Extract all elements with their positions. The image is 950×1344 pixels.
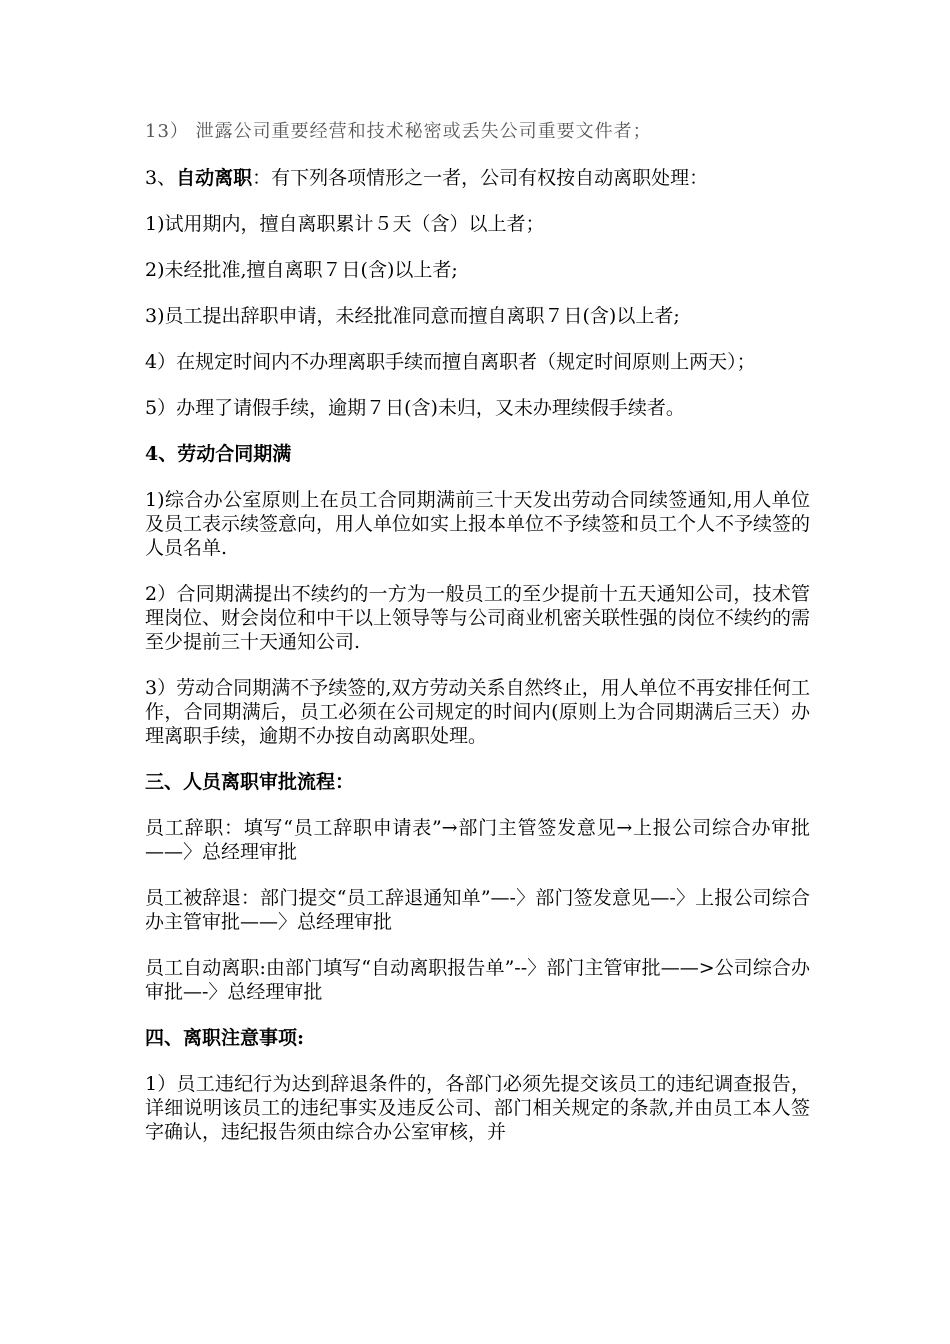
notes-item-1: 1）员工违纪行为达到辞退条件的，各部门必须先提交该员工的违纪调查报告，详细说明该员工的违纪事实及违反公司、部门相关规定的条款,并由员工本人签字确认，违纪报告须由综合办公室审核，并 xyxy=(145,1073,810,1143)
auto-resign-item-4: 4）在规定时间内不办理离职手续而擅自离职者（规定时间原则上两天）； xyxy=(145,351,756,373)
auto-resign-item-3: 3)员工提出辞职申请，未经批准同意而擅自离职７日(含)以上者; xyxy=(145,305,680,327)
process-item-auto: 员工自动离职:由部门填写“自动离职报告单”--〉部门主管审批——>公司综合办审批—-〉总经理审批 xyxy=(145,957,810,1003)
auto-resign-number: 3、 xyxy=(145,167,177,189)
process-heading: 三、人员离职审批流程： xyxy=(145,771,355,793)
auto-resign-label: 自动离职 xyxy=(176,167,253,189)
clause-item-13: 13） 泄露公司重要经营和技术秘密或丢失公司重要文件者； xyxy=(145,121,652,142)
contract-item-2: 2）合同期满提出不续约的一方为一般员工的至少提前十五天通知公司，技术管理岗位、财会岗位和中干以上领导等与公司商业机密关联性强的岗位不续约的需至少提前三十天通知公司. xyxy=(145,583,811,653)
process-item-dismiss: 员工被辞退：部门提交“员工辞退通知单”—-〉部门签发意见—-〉上报公司综合办主管审批——〉总经理审批 xyxy=(145,887,810,933)
document-page xyxy=(145,120,810,1166)
contract-item-1: 1)综合办公室原则上在员工合同期满前三十天发出劳动合同续签通知,用人单位及员工表示续签意向，用人单位如实上报本单位不予续签和员工个人不予续签的人员名单. xyxy=(145,489,811,559)
contract-item-3: 3）劳动合同期满不予续签的,双方劳动关系自然终止，用人单位不再安排任何工作，合同期满后，员工必须在公司规定的时间内(原则上为合同期满后三天）办理离职手续，逾期不办按自动离职处理。 xyxy=(145,677,810,747)
auto-resign-intro xyxy=(145,166,810,190)
auto-resign-item-5: 5）办理了请假手续，逾期７日(含)未归，又未办理续假手续者。 xyxy=(145,397,685,419)
auto-resign-item-1: 1)试用期内，擅自离职累计５天（含）以上者； xyxy=(145,213,545,235)
auto-resign-text: ：有下列各项情形之一者，公司有权按自动离职处理： xyxy=(252,167,709,189)
process-item-resign: 员工辞职：填写“员工辞职申请表”→部门主管签发意见→上报公司综合办审批——〉总经理审批 xyxy=(145,817,810,863)
auto-resign-item-2: 2)未经批准,擅自离职７日(含)以上者; xyxy=(145,259,458,281)
notes-heading: 四、离职注意事项: xyxy=(145,1027,305,1049)
contract-heading: 4、劳动合同期满 xyxy=(145,443,292,465)
